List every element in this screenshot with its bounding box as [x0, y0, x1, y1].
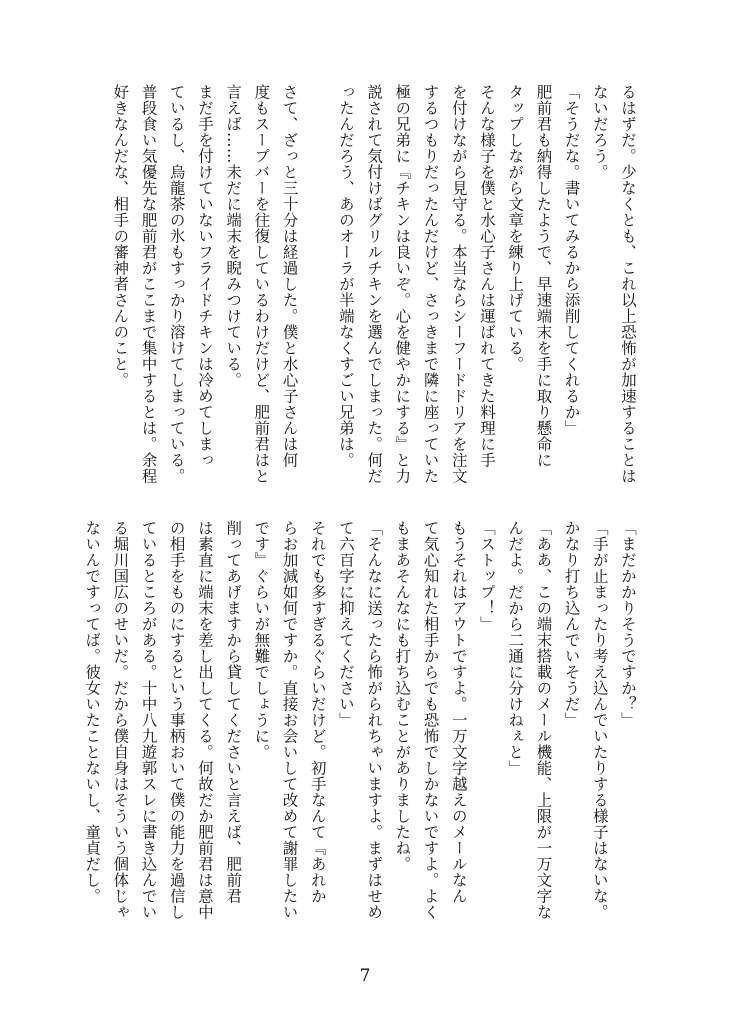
text-line: 「そうだな。書いてみるから添削してくれるか」: [562, 84, 581, 436]
text-line: て気心知れた相手からでも恐怖でしかないですよ。よく: [421, 520, 440, 920]
text-line: 「手が止まったり考え込んでいたりする様子はないな。: [590, 520, 609, 920]
text-line: するつもりだったんだけど、さっきまで隣に座っていた: [421, 84, 440, 484]
text-line: 「ああ、この端末搭載のメール機能、上限が一万文字な: [534, 520, 553, 920]
text-line: 説されて気付けばグリルチキンを選んでしまった。何だ: [365, 84, 384, 484]
text-line: です』ぐらいが無難でしょうに。: [252, 520, 271, 760]
text-line: の相手をものにするという事柄おいて僕の能力を過信し: [167, 520, 186, 920]
text-line: 削ってあげますから貸してくださいと言えば、肥前君: [224, 520, 243, 904]
text-line: もまあそんなにも打ち込むことがありましたね。: [393, 520, 412, 872]
text-line: それでも多すぎるぐらいだけど。初手なんて『あれか: [308, 520, 327, 904]
text-line: るはずだ。少なくとも、これ以上恐怖が加速することは: [619, 84, 637, 484]
text-line: さて、ざっと三十分は経過した。僕と水心子さんは何: [280, 84, 299, 468]
text-line: 普段食い気優先な肥前君がここまで集中するとは。余程: [139, 84, 158, 484]
text-line: ないだろう。: [590, 84, 609, 180]
text-line: タップしながら文章を練り上げている。: [506, 84, 525, 372]
text-line: ているところがある。十中八九遊郭スレに書き込んでい: [139, 520, 158, 920]
text-line: らお加減如何ですか。直接お会いして改めて謝罪したい: [280, 520, 299, 920]
text-line: 「まだかかりそうですか？」: [619, 520, 637, 728]
page-number: 7: [359, 966, 371, 986]
text-line: は素直に端末を差し出してくる。何故だか肥前君は意中: [195, 520, 214, 920]
text-block-top: [112, 84, 642, 502]
text-line: そんな様子を僕と水心子さんは運ばれてきた料理に手: [477, 84, 496, 468]
text-line: まだ手を付けていないフライドチキンは冷めてしまっ: [195, 84, 214, 468]
text-line: んだよ。だから二通に分けねぇと」: [506, 520, 525, 776]
text-line: 言えば……未だに端末を睨みつけている。: [224, 84, 243, 388]
text-block-bottom: [83, 520, 642, 940]
text-line: 「ストップ！」: [477, 520, 496, 632]
text-line: ないんですってば。彼女いたことないし、童貞だし。: [83, 520, 102, 904]
text-line: を付けながら見守る。本当ならシーフードドリアを注文: [449, 84, 468, 484]
blank-line: [304, 84, 332, 502]
text-line: もうそれはアウトですよ。一万文字越えのメールなん: [449, 520, 468, 904]
text-line: 極の兄弟に『チキンは良いぞ。心を健やかにする』と力: [393, 84, 412, 484]
text-line: 好きなんだな、相手の審神者さんのこと。: [111, 84, 130, 388]
text-line: ったんだろう、あのオーラが半端なくすごい兄弟は。: [336, 84, 355, 468]
text-line: る堀川国広のせいだ。だから僕自身はそういう個体じゃ: [111, 520, 130, 920]
text-line: て六百字に抑えてください」: [336, 520, 355, 728]
text-line: 肥前君も納得したようで、早速端末を手に取り懸命に: [534, 84, 553, 468]
text-line: かなり打ち込んでいそうだ」: [562, 520, 581, 728]
text-line: 度もスープバーを往復しているわけだけど、肥前君はと: [252, 84, 271, 484]
text-line: 「そんなに送ったら怖がられちゃいますよ。まずはせめ: [365, 520, 384, 920]
text-line: ているし、烏龍茶の氷もすっかり溶けてしまっている。: [167, 84, 186, 484]
